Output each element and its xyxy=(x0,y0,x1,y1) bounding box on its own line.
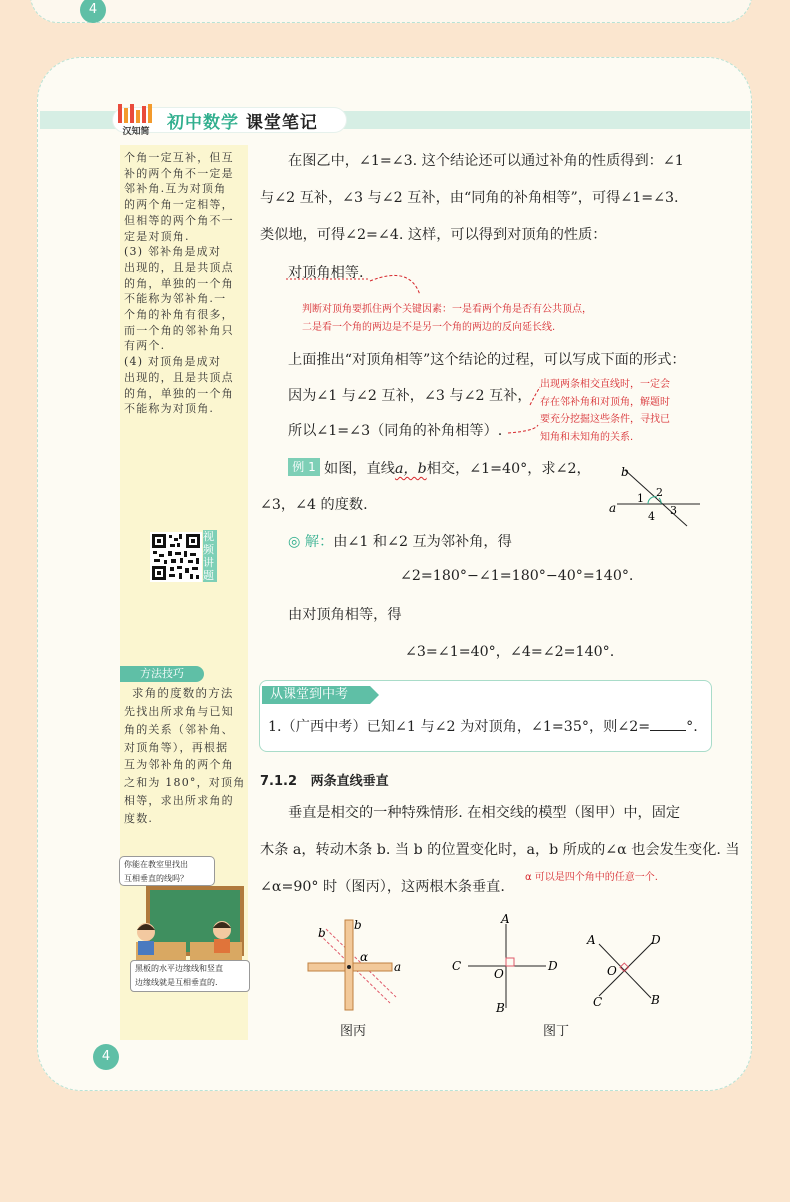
figure-perpendicular-x xyxy=(585,928,670,1013)
header-title: 初中数学 课堂笔记 xyxy=(167,113,318,133)
label-b-rotated: b xyxy=(318,926,326,940)
equation-1: ∠2=180°−∠1=180°−40°=140°. xyxy=(400,568,634,584)
label-D: D xyxy=(548,959,558,973)
paragraph-3-line-2: 木条 a，转动木条 b. 当 b 的位置变化时，a，b 所成的∠α 也会发生变化. 当 xyxy=(260,842,740,858)
label-A: A xyxy=(501,912,510,926)
example-question-line-2: ∠3，∠4 的度数. xyxy=(260,497,368,513)
illustration-caption: 黑板的水平边缘线和竖直 边缘线就是互相垂直的. xyxy=(130,960,250,992)
label-C: C xyxy=(593,995,603,1009)
paragraph-1-line-2: 与∠2 互补，∠3 与∠2 互补，由“同角的补角相等”，可得∠1=∠3. xyxy=(260,190,679,206)
example-question: 如图，直线a，b相交，∠1=40°，求∠2， xyxy=(324,461,591,477)
paragraph-1-line-1: 在图乙中，∠1=∠3. 这个结论还可以通过补角的性质得到：∠1 xyxy=(288,153,684,169)
figure-bing-caption: 图丙 xyxy=(340,1024,367,1039)
tip-heading: 求角的度数的方法 xyxy=(132,686,234,700)
label-B: B xyxy=(651,993,660,1007)
label-D: D xyxy=(651,933,661,947)
book-logo-icon xyxy=(116,104,156,137)
qr-code-icon[interactable] xyxy=(150,532,202,582)
paragraph-3-line-3: ∠α=90° 时（图丙），这两根木条垂直. xyxy=(260,879,505,895)
previous-page-card xyxy=(30,0,752,23)
label-A: A xyxy=(587,933,596,947)
sidebar-notes: 个角一定互补，但互 补的两个角不一定是 邻补角.互为对顶角 的两个角一定相等， 但相等的两个角不一 定是对顶角. (3) 邻补角是成对 出现的，且是共顶点 的角，单独的一个角 不能称为邻补角.一 个角的补角有很多， 而一个角的邻补角只 有两个. (4) 对顶角是成对 出现的，且是共顶点 的角，单独的一个角 不能称为对顶角. xyxy=(124,151,234,416)
answer-blank[interactable] xyxy=(650,720,686,731)
label-C: C xyxy=(452,959,462,973)
side-note-3: α 可以是四个角中的任意一个. xyxy=(525,872,658,883)
label-a: a xyxy=(609,501,617,515)
reason-line-1: 因为∠1 与∠2 互补，∠3 与∠2 互补， xyxy=(288,388,532,404)
label-b-vertical: b xyxy=(354,918,362,932)
figure-ding xyxy=(450,912,570,1016)
logo-text: 汉知简 xyxy=(122,127,150,137)
label-4: 4 xyxy=(648,510,655,523)
tip-title: 方法技巧 xyxy=(120,666,204,682)
label-a: a xyxy=(394,960,402,974)
exam-practice-title: 从课堂到中考 xyxy=(262,686,370,704)
tip-notes: 先找出所求角与已知 角的关系（邻补角、 对顶角等），再根据 互为邻补角的两个角 之和为 180°，对顶角 相等，求出所求角的 度数. xyxy=(124,705,246,825)
label-b: b xyxy=(621,465,629,479)
solution-line-2: 由对顶角相等，得 xyxy=(288,607,402,623)
example-tag: 例 1 xyxy=(288,458,320,476)
section-heading: 7.1.2 两条直线垂直 xyxy=(260,774,389,789)
page-number: 4 xyxy=(93,1044,119,1070)
label-O: O xyxy=(607,964,617,978)
side-note-1-line-2: 二是看一个角的两边是不是另一个角的两边的反向延长线. xyxy=(302,322,556,333)
paragraph-1-line-3: 类似地，可得∠2=∠4. 这样，可以得到对顶角的性质： xyxy=(260,227,607,243)
property-statement: 对顶角相等. xyxy=(288,265,364,281)
intersecting-lines-figure xyxy=(605,462,710,530)
label-O: O xyxy=(494,967,504,981)
label-2: 2 xyxy=(656,486,663,499)
side-note-2: 出现两条相交直线时，一定会 存在邻补角和对顶角，解题时 要充分挖掘这些条件，寻找已 知角和未知角的关系. xyxy=(540,379,670,443)
equation-2: ∠3=∠1=40°，∠4=∠2=140°. xyxy=(405,644,615,660)
question-bubble: 你能在教室里找出 互相垂直的线吗？ xyxy=(119,856,215,886)
label-B: B xyxy=(496,1001,505,1015)
solution-line-1: ◎ 解：由∠1 和∠2 互为邻补角，得 xyxy=(288,534,512,550)
previous-page-number: 4 xyxy=(80,0,106,23)
label-alpha: α xyxy=(360,950,369,964)
reason-line-2: 所以∠1=∠3（同角的补角相等）. xyxy=(288,423,503,439)
paragraph-3-line-1: 垂直是相交的一种特殊情形. 在相交线的模型（图甲）中，固定 xyxy=(288,805,681,821)
exam-question: 1.（广西中考）已知∠1 与∠2 为对顶角，∠1=35°，则∠2= °. xyxy=(268,719,698,735)
qr-label: 视 频 讲 题 xyxy=(203,530,217,582)
figure-ding-caption: 图丁 xyxy=(543,1024,570,1039)
paragraph-2: 上面推出“对顶角相等”这个结论的过程，可以写成下面的形式： xyxy=(288,352,686,368)
label-3: 3 xyxy=(670,504,677,517)
label-1: 1 xyxy=(637,492,644,505)
side-note-1-line-1: 判断对顶角要抓住两个关键因素：一是看两个角是否有公共顶点， xyxy=(302,304,592,315)
figure-bing xyxy=(300,915,410,1015)
